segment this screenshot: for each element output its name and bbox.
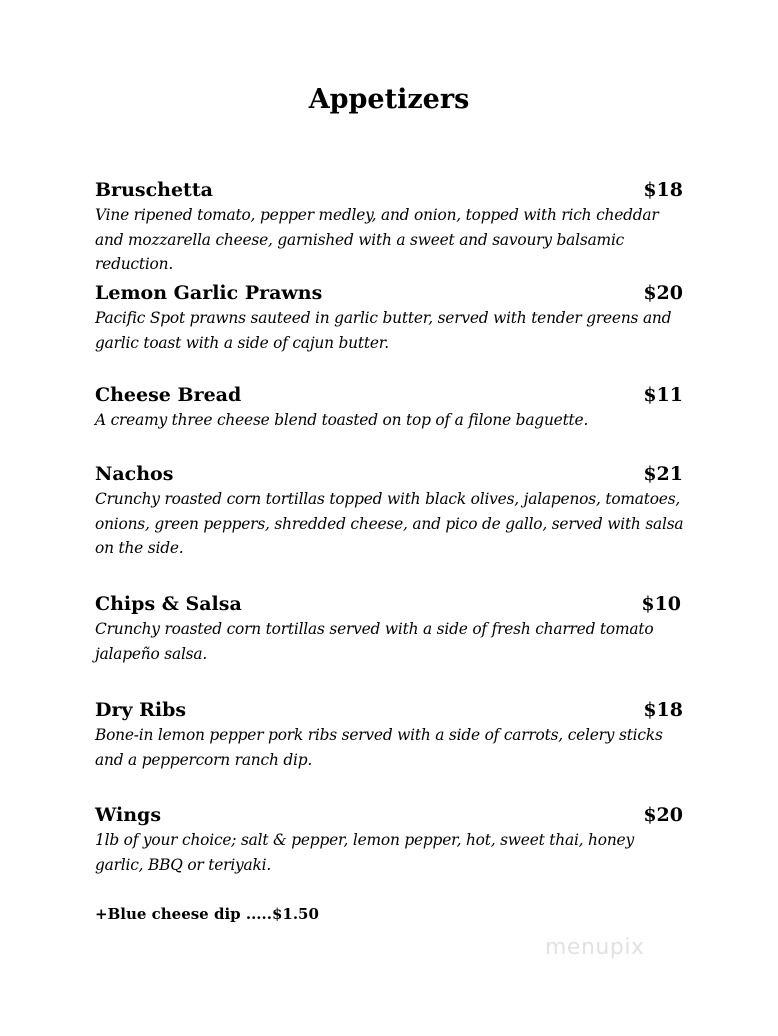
menu-item-chips-salsa <box>95 591 685 666</box>
item-description: Bone-in lemon pepper pork ribs served with a side of carrots, celery sticks and a peppercorn ranch dip. <box>95 726 663 769</box>
item-price: $18 <box>643 179 683 201</box>
addon-note: +Blue cheese dip .....$1.50 <box>95 905 319 923</box>
menu-item-nachos <box>95 461 685 561</box>
item-name: Bruschetta <box>95 179 213 201</box>
menu-item-bruschetta <box>95 177 685 277</box>
item-description: Vine ripened tomato, pepper medley, and onion, topped with rich cheddar and mozzarella cheese, garnished with a sweet and savoury balsamic reduction. <box>95 206 659 273</box>
menu-item-lemon-garlic-prawns <box>95 280 685 355</box>
item-price: $11 <box>643 384 683 406</box>
item-name: Wings <box>95 804 162 826</box>
item-price: $20 <box>643 804 683 826</box>
page-title: Appetizers <box>308 84 470 115</box>
item-price: $20 <box>643 282 683 304</box>
item-name: Lemon Garlic Prawns <box>95 282 323 304</box>
item-description: Pacific Spot prawns sauteed in garlic butter, served with tender greens and garlic toast with a side of cajun butter. <box>95 309 672 352</box>
menu-item-dry-ribs <box>95 697 685 772</box>
item-description: A creamy three cheese blend toasted on top of a filone baguette. <box>95 411 589 429</box>
menu-item-wings <box>95 802 685 877</box>
item-price: $10 <box>641 593 681 615</box>
item-name: Chips & Salsa <box>95 593 242 615</box>
watermark-logo: menupix <box>545 935 645 960</box>
item-name: Nachos <box>95 463 174 485</box>
item-name: Cheese Bread <box>95 384 242 406</box>
item-name: Dry Ribs <box>95 699 187 721</box>
item-description: 1lb of your choice; salt & pepper, lemon pepper, hot, sweet thai, honey garlic, BBQ or teriyaki. <box>95 831 634 874</box>
item-description: Crunchy roasted corn tortillas served with a side of fresh charred tomato jalapeño salsa. <box>95 620 654 663</box>
menu-item-cheese-bread <box>95 382 685 433</box>
item-price: $18 <box>643 699 683 721</box>
item-price: $21 <box>643 463 683 485</box>
item-description: Crunchy roasted corn tortillas topped with black olives, jalapenos, tomatoes, onions, green peppers, shredded cheese, and pico de gallo, served with salsa on the side. <box>95 490 684 557</box>
